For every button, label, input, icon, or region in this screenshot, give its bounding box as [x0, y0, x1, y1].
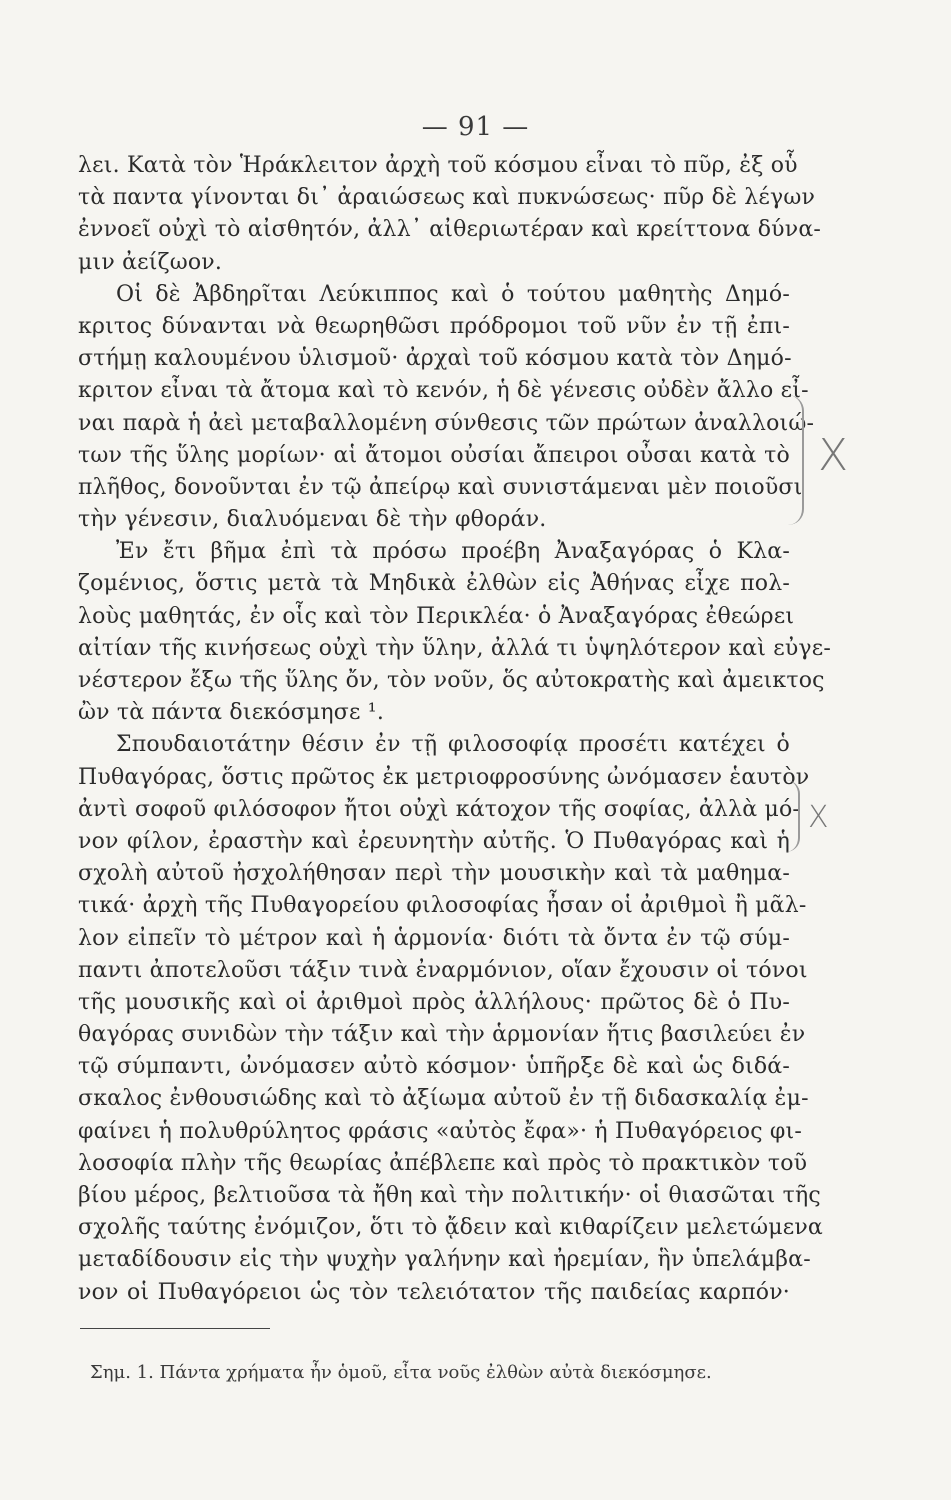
text-line: σχολὴ αὐτοῦ ἠσχολήθησαν περὶ τὴν μουσικὴν καὶ τὰ μαθημα-	[78, 861, 790, 887]
text-line: τὰ παντα γίνονται δι᾽ ἀραιώσεως καὶ πυκνώσεως· πῦρ δὲ λέγων	[78, 185, 816, 211]
text-line: ἀντὶ σοφοῦ φιλόσοφον ἤτοι οὐχὶ κάτοχον τῆς σοφίας, ἀλλὰ μό-	[78, 796, 801, 822]
text-line: τικά· ἀρχὴ τῆς Πυθαγορείου φιλοσοφίας ἦσαν οἱ ἀριθμοὶ ἢ μᾶλ-	[78, 893, 807, 919]
text-line: ναι παρὰ ἡ ἀεὶ μεταβαλλομένη σύνθεσις τῶν πρώτων ἀναλλοιώ-	[78, 410, 815, 436]
text-line: σχολῆς ταύτης ἐνόμιζον, ὅτι τὸ ᾄδειν καὶ κιθαρίζειν μελετώμενα	[78, 1215, 823, 1241]
text-line: κριτον εἶναι τὰ ἄτομα καὶ τὸ κενόν, ἡ δὲ γένεσις οὐδὲν ἄλλο εἶ-	[78, 378, 809, 404]
text-line: παντι ἀποτελοῦσι τάξιν τινὰ ἐναρμόνιον, οἵαν ἔχουσιν οἱ τόνοι	[78, 957, 808, 983]
text-line: στήμῃ καλουμένου ὑλισμοῦ· ἀρχαὶ τοῦ κόσμου κατὰ τὸν Δημό-	[78, 346, 792, 372]
text-line: αἰτίαν τῆς κινήσεως οὐχὶ τὴν ὕλην, ἀλλά τι ὑψηλότερον καὶ εὐγε-	[78, 635, 831, 661]
text-line: πλῆθος, δονοῦνται ἐν τῷ ἀπείρῳ καὶ συνιστάμεναι μὲν ποιοῦσι	[78, 474, 803, 500]
text-line: τὴν γένεσιν, διαλυόμεναι δὲ τὴν φθοράν.	[78, 507, 547, 533]
page-number: — 91 —	[421, 112, 530, 142]
margin-x-mark: X	[808, 800, 829, 835]
text-line: λοὺς μαθητάς, ἐν οἷς καὶ τὸν Περικλέα· ὁ Ἀναξαγόρας ἐθεώρει	[78, 603, 795, 629]
margin-bracket	[786, 780, 800, 852]
text-line: σκαλος ἐνθουσιώδης καὶ τὸ ἀξίωμα αὐτοῦ ἐν τῇ διδασκαλίᾳ ἐμ-	[78, 1086, 809, 1112]
text-line: λον εἰπεῖν τὸ μέτρον καὶ ἡ ἁρμονία· διότι τὰ ὄντα ἐν τῷ σύμ-	[78, 925, 790, 951]
text-line: ἐννοεῖ οὐχὶ τὸ αἰσθητόν, ἀλλ᾽ αἰθεριωτέραν καὶ κρείττονα δύνα-	[78, 217, 822, 243]
text-line: Σπουδαιοτάτην θέσιν ἐν τῇ φιλοσοφίᾳ προσέτι κατέχει ὁ	[116, 732, 790, 758]
text-line: τῆς μουσικῆς καὶ οἱ ἀριθμοὶ πρὸς ἀλλήλους· πρῶτος δὲ ὁ Πυ-	[78, 989, 790, 1015]
footnote-rule	[80, 1328, 270, 1329]
body-text	[78, 150, 831, 1309]
text-line: μιν ἀείζωον.	[78, 249, 223, 275]
text-line: θαγόρας συνιδὼν τὴν τάξιν καὶ τὴν ἁρμονίαν ἥτις βασιλεύει ἐν	[78, 1022, 806, 1048]
text-line: νέστερον ἔξω τῆς ὕλης ὄν, τὸν νοῦν, ὅς αὐτοκρατὴς καὶ ἀμεικτος	[78, 668, 825, 693]
text-line: Οἱ δὲ Ἀβδηρῖται Λεύκιππος καὶ ὁ τούτου μαθητὴς Δημό-	[116, 281, 790, 307]
text-line: ὢν τὰ πάντα διεκόσμησε ¹.	[78, 700, 385, 726]
text-line: λοσοφία πλὴν τῆς θεωρίας ἀπέβλεπε καὶ πρὸς τὸ πρακτικὸν τοῦ	[78, 1150, 808, 1176]
text-line: φαίνει ἡ πολυθρύλητος φράσις «αὐτὸς ἔφα»· ἡ Πυθαγόρειος φι-	[78, 1118, 802, 1144]
text-line: νον φίλον, ἐραστὴν καὶ ἐρευνητὴν αὐτῆς. Ὁ Πυθαγόρας καὶ ἡ	[78, 828, 790, 854]
text-line: βίου μέρος, βελτιοῦσα τὰ ἤθη καὶ τὴν πολιτικήν· οἱ θιασῶται τῆς	[78, 1183, 821, 1208]
text-line: μεταδίδουσιν εἰς τὴν ψυχὴν γαλήνην καὶ ἠρεμίαν, ἣν ὑπελάμβα-	[78, 1247, 811, 1273]
text-line: Πυθαγόρας, ὅστις πρῶτος ἐκ μετριοφροσύνης ὠνόμασεν ἑαυτὸν	[78, 764, 810, 790]
margin-x-mark: X	[818, 430, 849, 481]
text-line: λει. Κατὰ τὸν Ἡράκλειτον ἀρχὴ τοῦ κόσμου εἶναι τὸ πῦρ, ἐξ οὗ	[78, 153, 798, 178]
text-line: τῷ σύμπαντι, ὠνόμασεν αὐτὸ κόσμον· ὑπῆρξε δὲ καὶ ὡς διδά-	[78, 1054, 790, 1080]
text-line: νον οἱ Πυθαγόρειοι ὡς τὸν τελειότατον τῆς παιδείας καρπόν·	[78, 1279, 790, 1305]
text-line: Ἐν ἔτι βῆμα ἐπὶ τὰ πρόσω προέβη Ἀναξαγόρας ὁ Κλα-	[116, 539, 790, 565]
text-line: κριτος δύνανται νὰ θεωρηθῶσι πρόδρομοι τοῦ νῦν ἐν τῇ ἐπι-	[78, 313, 790, 339]
text-line: των τῆς ὕλης μορίων· αἱ ἄτομοι οὐσίαι ἄπειροι οὖσαι κατὰ τὸ	[78, 442, 790, 468]
footnote: Σημ. 1. Πάντα χρήματα ἦν ὁμοῦ, εἶτα νοῦς ἐλθὼν αὐτὰ διεκόσμησε.	[90, 1362, 712, 1383]
margin-bracket	[788, 395, 804, 525]
text-line: ζομένιος, ὅστις μετὰ τὰ Μηδικὰ ἐλθὼν εἰς Ἀθήνας εἶχε πολ-	[78, 571, 790, 597]
